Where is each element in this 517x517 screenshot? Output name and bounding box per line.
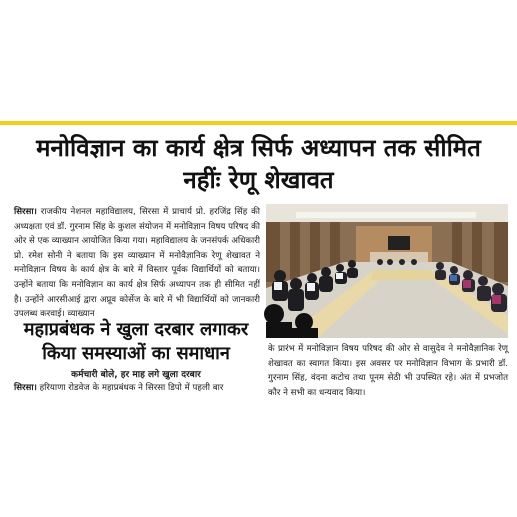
subheadline-kicker: कर्मचारी बोले, हर माह लगे खुला दरबार xyxy=(71,370,201,380)
lecture-photo xyxy=(266,204,508,338)
article-body-left xyxy=(14,205,260,320)
article-2-body xyxy=(14,381,260,395)
article-2-text: हरियाणा रोडवेज के महाप्रबंधक ने सिरसा डिपो में पहली बार xyxy=(36,383,224,393)
article-body-continuation: के प्रारंभ में मनोविज्ञान विषय परिषद की ओर से वासुदेव ने मनोवैज्ञानिक रेणू शेखावत का स्वागत किया। इस अवसर पर मनोविज्ञान विभाग के प्रभारी डॉ. गुरनाम सिंह, वंदना कटोच तथा पूनम सेठी भी उपस्थित रहे। अंत में प्रभजोत कौर ने सभी का धन्यवाद किया। xyxy=(268,344,508,398)
subheadline-line-1: महाप्रबंधक ने खुला दरबार लगाकर xyxy=(23,319,249,340)
headline-line-1: मनोविज्ञान का कार्य क्षेत्र सिर्फ अध्यापन तक सीमित xyxy=(36,134,481,162)
top-accent-rule xyxy=(0,121,517,125)
headline-line-2: नहींः रेणू शेखावत xyxy=(183,166,334,194)
subheadline-line-2: किया समस्याओं का समाधान xyxy=(42,343,230,364)
article-dateline: सिरसा। xyxy=(14,207,37,217)
article-2-dateline: सिरसा। xyxy=(14,383,37,393)
article-body-text: राजकीय नेशनल महाविद्यालय, सिरसा में प्राचार्य प्रो. हरजिंद्र सिंह की अध्यक्षता एवं डॉ. गुरनाम सिंह के कुशल संयोजन में मनोविज्ञान विषय परिषद की ओर से एक व्याख्यान आयोजित किया गया। महाविद्यालय के जनसंपर्क अधिकारी प्रो. रमेश सोनी ने बताया कि इस व्याख्यान में मनोवैज्ञानिक रेणू शेखावत ने मनोविज्ञान विषय के कार्य क्षेत्र के बारे में विस्तार पूर्वक विद्यार्थियों को बताया। उन्होंने बताया कि मनोविज्ञान का कार्य क्षेत्र सिर्फ अध्यापन तक ही सीमित नहीं है। उन्होंने आरसीआई द्वारा अप्रूव कोर्सेज के बारे में भी विद्यार्थियों को जानकारी उपलब्ध करवाई। व्याख्यान xyxy=(14,207,260,320)
lecture-hall-illustration xyxy=(266,204,508,338)
